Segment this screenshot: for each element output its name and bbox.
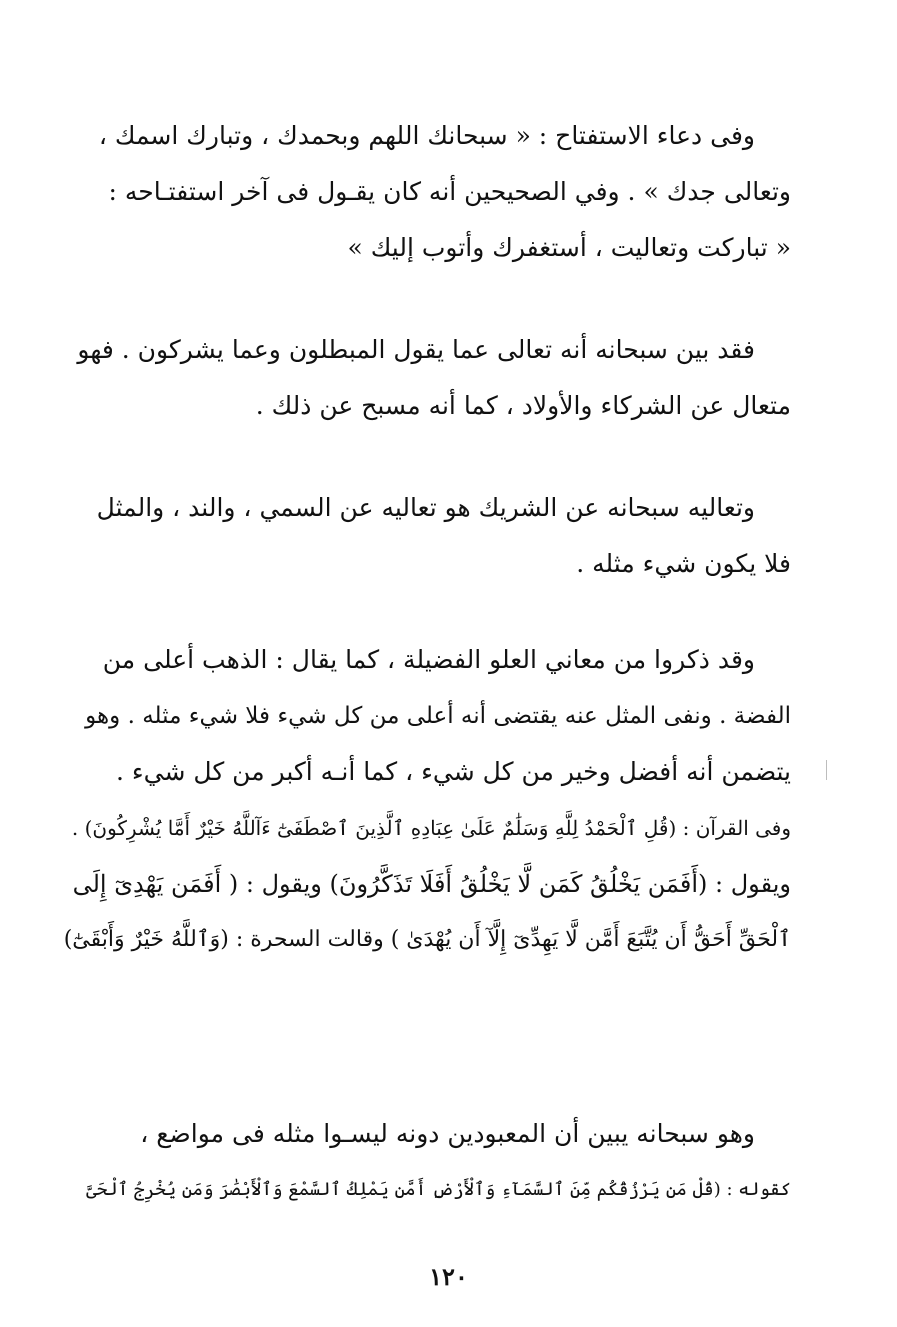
- text-line: وقد ذكروا من معاني العلو الفضيلة ، كما يقال : الذهب أعلى من: [102, 645, 755, 674]
- paragraph-meanings-of-uluw: [62, 632, 791, 968]
- quran-quote-line: وفى القرآن : (قُلِ ٱلْحَمْدُ لِلَّهِ وَسَلَٰمٌ عَلَىٰ عِبَادِهِ ٱلَّذِينَ ٱصْطَفَىٰٓ ءَآللَّهُ خَيْرٌ أَمَّا يُشْرِكُونَ) .: [71, 816, 791, 840]
- text-line: وتعاليه سبحانه عن الشريك هو تعاليه عن السمي ، والند ، والمثل: [96, 493, 755, 522]
- paragraph-false-deities: [62, 1106, 791, 1218]
- text-line: يتضمن أنه أفضل وخير من كل شيء ، كما أنـه أكبر من كل شيء .: [116, 757, 791, 786]
- paragraph-exaltation: [62, 322, 791, 434]
- page-number: ١٢٠: [429, 1262, 468, 1291]
- paragraph-istiftah-dua: [62, 108, 791, 276]
- quran-quote-line: كقوله : (قُلْ مَن يَرْزُقُكُم مِّنَ ٱلسَّمَآءِ وَٱلْأَرْضِ أَمَّن يَمْلِكُ ٱلسَّمْعَ وَٱلْأَبْصَٰرَ وَمَن يُخْرِجُ ٱلْحَىَّ: [86, 1179, 791, 1200]
- text-line: وتعالى جدك » . وفي الصحيحين أنه كان يقـول فى آخر استفتـاحه :: [108, 177, 791, 206]
- quran-quote-line: ويقول : (أَفَمَن يَخْلُقُ كَمَن لَّا يَخْلُقُ أَفَلَا تَذَكَّرُونَ) ويقول : ( أَفَمَن يَهْدِىٓ إِلَى: [72, 870, 791, 898]
- scan-artifact: [826, 760, 827, 780]
- text-line: فلا يكون شيء مثله .: [576, 549, 791, 578]
- text-line: « تباركت وتعاليت ، أستغفرك وأتوب إليك »: [347, 233, 791, 262]
- text-line: وهو سبحانه يبين أن المعبودين دونه ليسـوا مثله فى مواضع ،: [140, 1119, 755, 1148]
- text-line: وفى دعاء الاستفتاح : « سبحانك اللهم وبحمدك ، وتبارك اسمك ،: [98, 121, 755, 150]
- quran-quote-line: ٱلْحَقِّ أَحَقُّ أَن يُتَّبَعَ أَمَّن لَّا يَهِدِّىٓ إِلَّآ أَن يُهْدَىٰ ) وقالت السحرة : (وَٱللَّهُ خَيْرٌ وَأَبْقَىٰٓ): [63, 927, 791, 952]
- text-line: متعال عن الشركاء والأولاد ، كما أنه مسبح عن ذلك .: [255, 391, 791, 420]
- text-line: الفضة . ونفى المثل عنه يقتضى أنه أعلى من كل شيء فلا شيء مثله . وهو: [85, 703, 791, 729]
- paragraph-no-partner: [62, 480, 791, 592]
- text-line: فقد بين سبحانه أنه تعالى عما يقول المبطلون وعما يشركون . فهو: [77, 335, 755, 364]
